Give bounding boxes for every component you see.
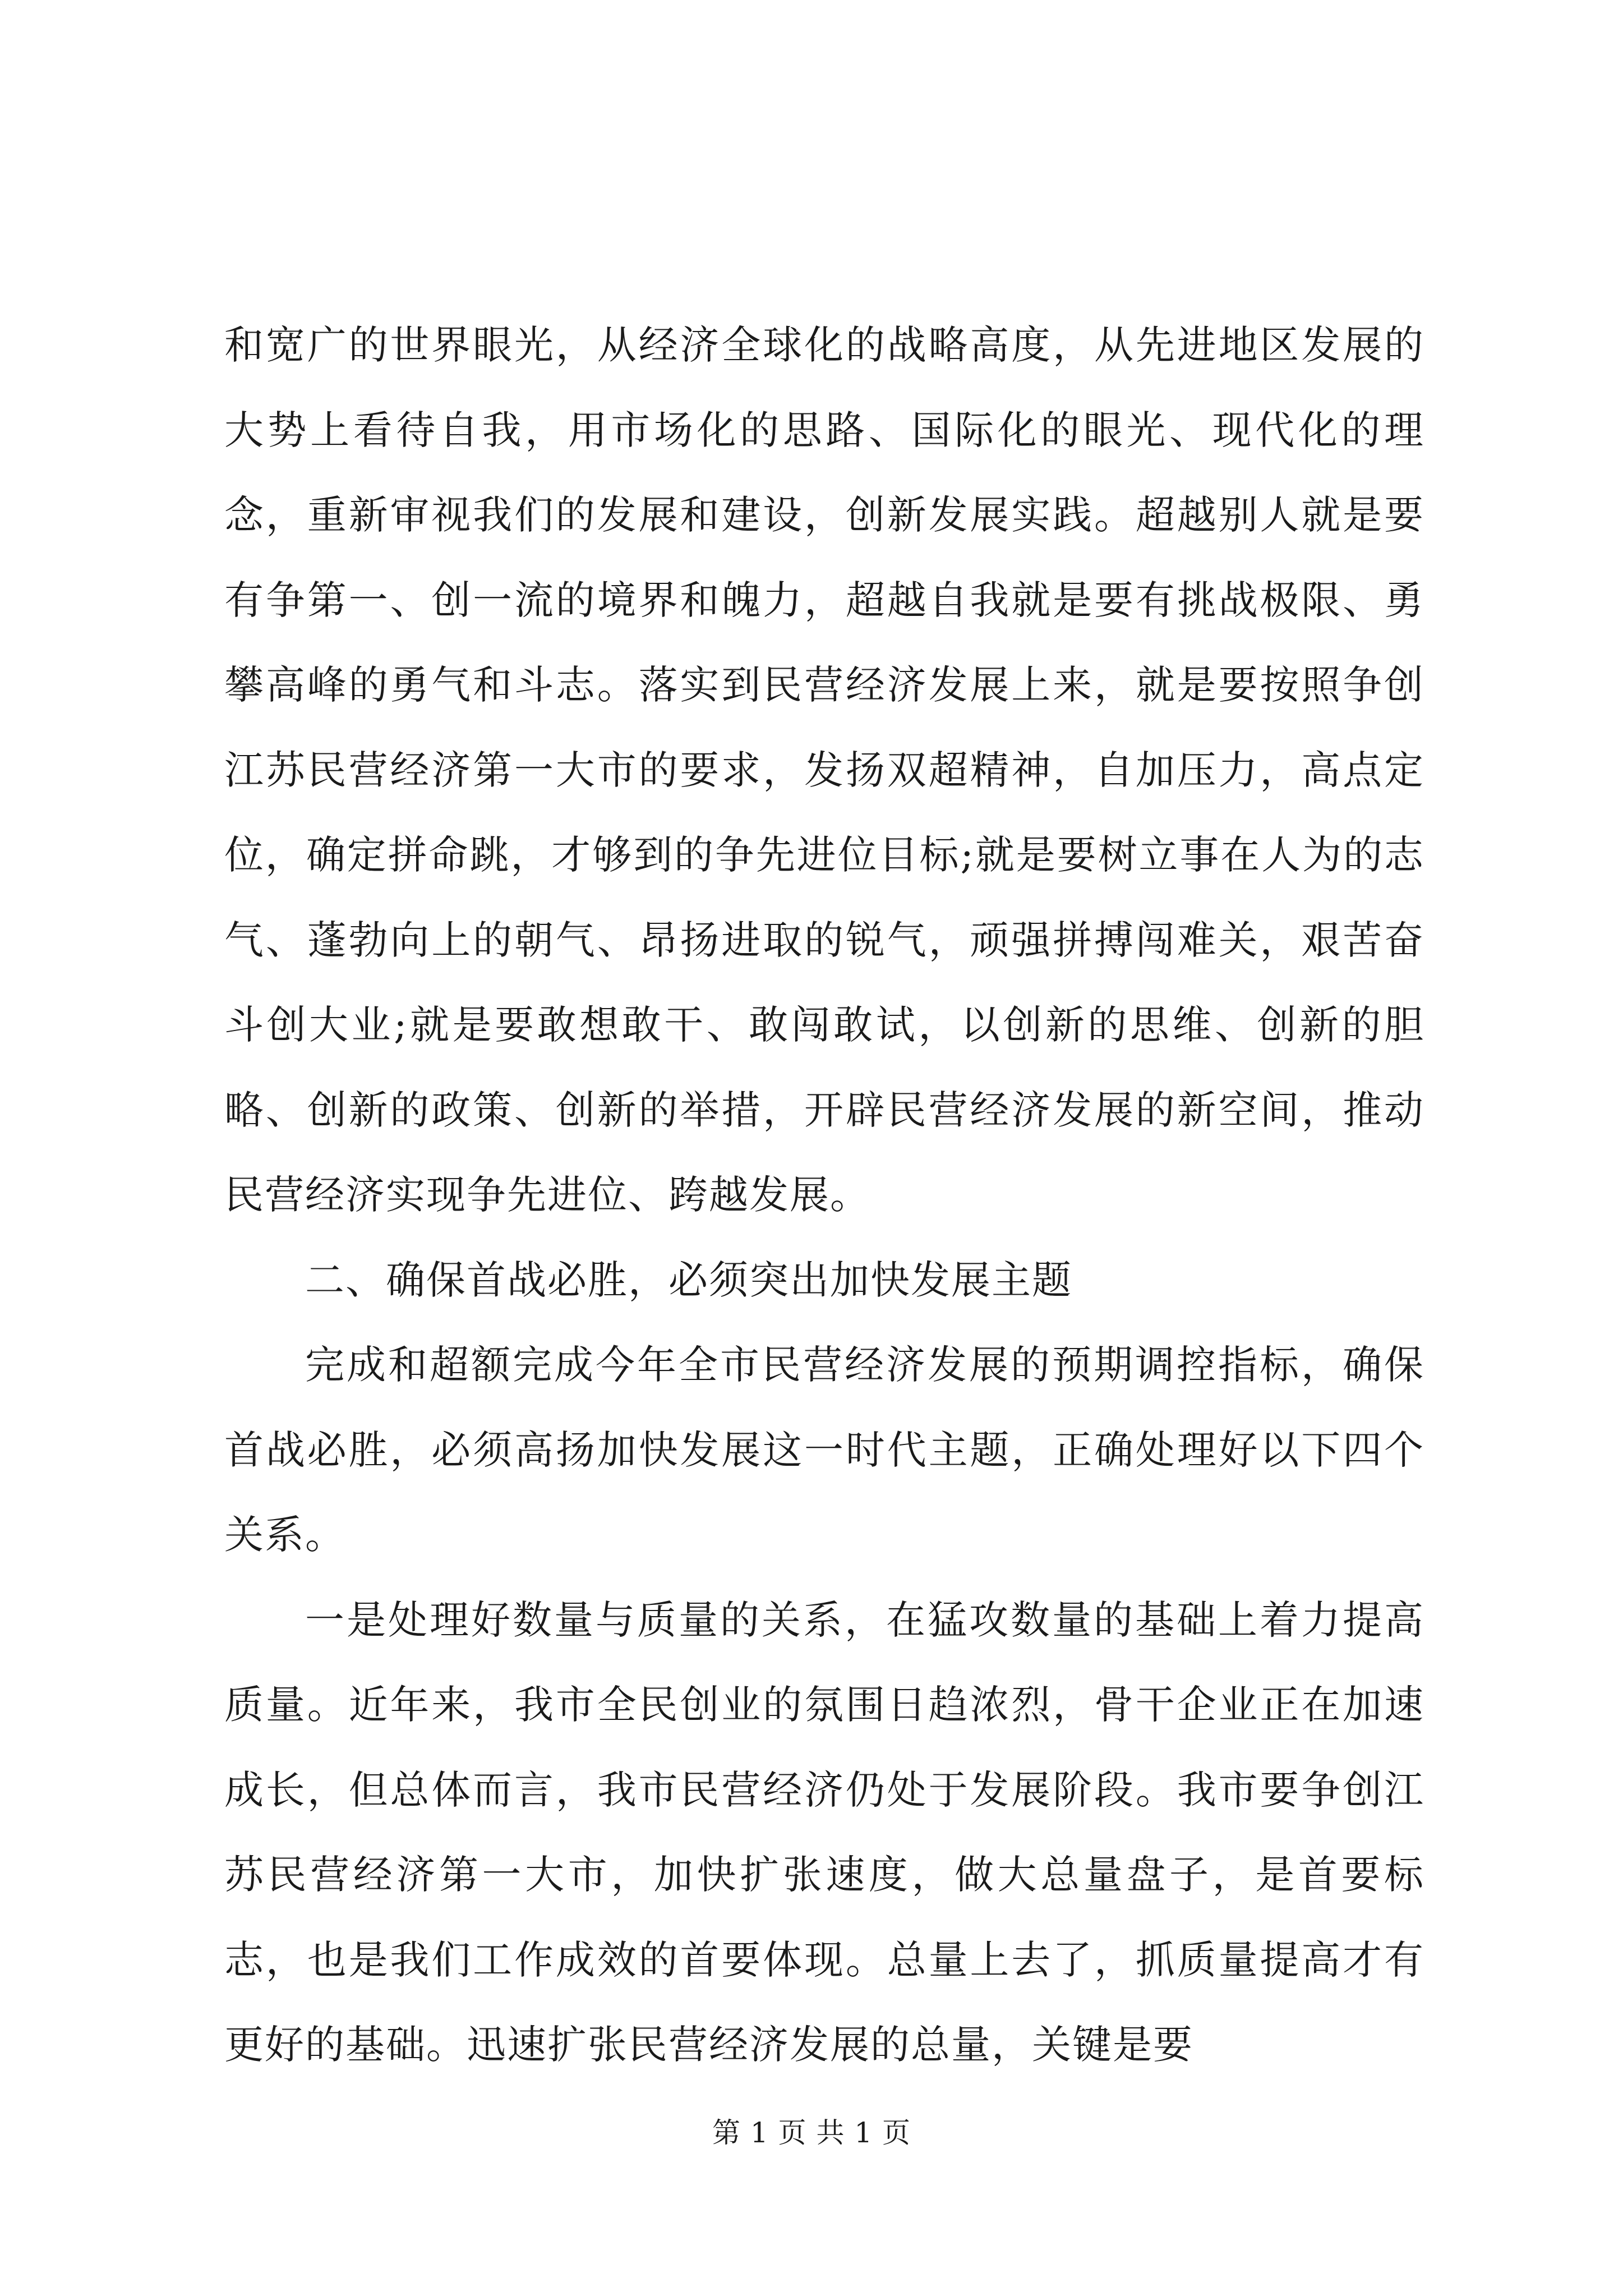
document-body xyxy=(224,303,1424,2088)
paragraph-continuation: 和宽广的世界眼光，从经济全球化的战略高度，从先进地区发展的大势上看待自我，用市场化的思路、国际化的眼光、现代化的理念，重新审视我们的发展和建设，创新发展实践。超越别人就是要有争第一、创一流的境界和魄力，超越自我就是要有挑战极限、勇攀高峰的勇气和斗志。落实到民营经济发展上来，就是要按照争创江苏民营经济第一大市的要求，发扬双超精神，自加压力，高点定位，确定拼命跳，才够到的争先进位目标;就是要树立事在人为的志气、蓬勃向上的朝气、昂扬进取的锐气，顽强拼搏闯难关，艰苦奋斗创大业;就是要敢想敢干、敢闯敢试，以创新的思维、创新的胆略、创新的政策、创新的举措，开辟民营经济发展的新空间，推动民营经济实现争先进位、跨越发展。 xyxy=(224,322,1424,1218)
section-heading: 二、确保首战必胜，必须突出加快发展主题 xyxy=(305,1257,1072,1303)
page-number-label: 第 1 页 共 1 页 xyxy=(712,2116,911,2149)
paragraph-point-one: 一是处理好数量与质量的关系，在猛攻数量的基础上着力提高质量。近年来，我市全民创业的氛围日趋浓烈，骨干企业正在加速成长，但总体而言，我市民营经济仍处于发展阶段。我市要争创江苏民营经济第一大市，加快扩张速度，做大总量盘子，是首要标志，也是我们工作成效的首要体现。总量上去了，抓质量提高才有更好的基础。迅速扩张民营经济发展的总量，关键是要 xyxy=(224,1596,1424,2068)
page-footer xyxy=(0,2116,1623,2150)
paragraph-intro: 完成和超额完成今年全市民营经济发展的预期调控指标，确保首战必胜，必须高扬加快发展这一时代主题，正确处理好以下四个关系。 xyxy=(224,1342,1424,1558)
